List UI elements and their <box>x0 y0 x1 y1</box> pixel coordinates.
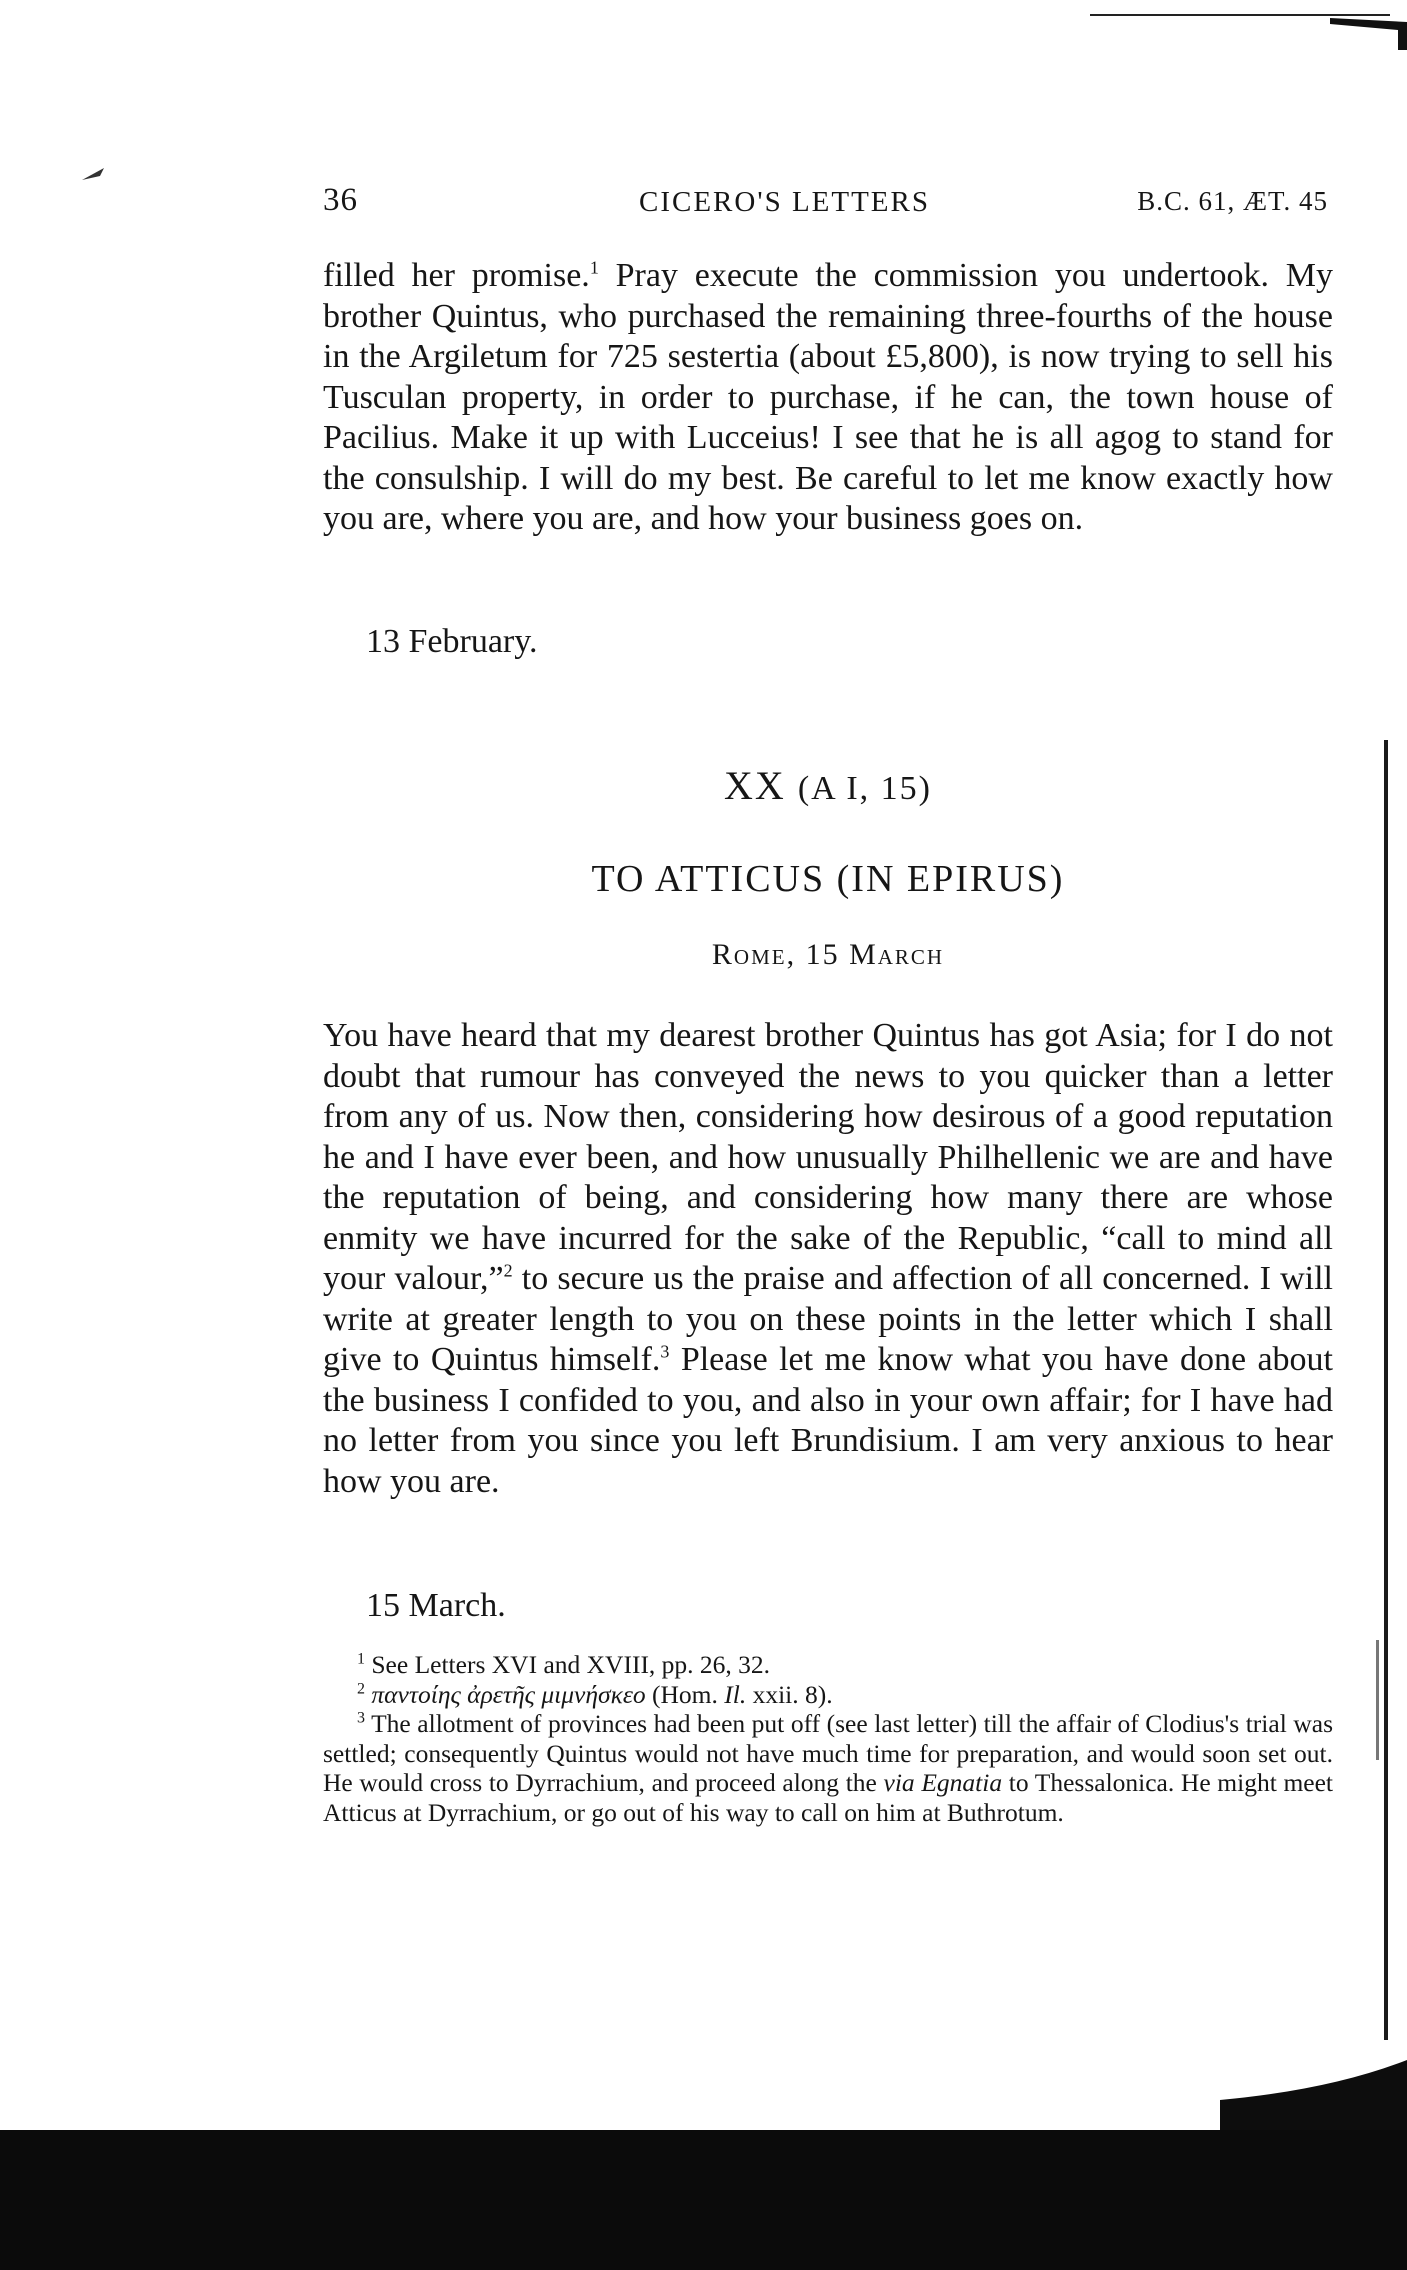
footnote-ref-3: 3 <box>660 1341 670 1362</box>
left-margin-mark <box>82 168 104 180</box>
footnote-text: The allotment of provinces had been put off (see last letter) till the affair of Clodius's trial was settled; consequently Quintus would not have much time for preparation, and would soon set out. He would cross to Dyrrachium, and proceed along the <box>323 1709 1333 1797</box>
page-number: 36 <box>323 182 358 218</box>
footnote-ref-1: 1 <box>589 257 599 278</box>
continuation-date: 13 February. <box>366 623 538 660</box>
footnote-3 <box>323 1709 1333 1827</box>
letter-body <box>323 1016 1333 1502</box>
continuation-text-a: filled her promise. <box>323 257 590 294</box>
letter-body-c: Please let me know what you have done about the business I confided to you, and also in your own affair; for I have had no letter from you since you left Brundisium. I am very anxious to hear how you are. <box>323 1341 1333 1500</box>
top-right-corner-mark <box>1330 18 1407 50</box>
footnote-text: to Thessalonica. He might meet Atticus at Dyrrachium, or go out of his way to call on him at Buthrotum. <box>323 1768 1334 1827</box>
footnote-italic: via Egnatia <box>883 1768 1003 1797</box>
footnote-number: 1 <box>357 1650 365 1668</box>
footnote-text: See Letters XVI and XVIII, pp. 26, 32. <box>371 1650 771 1679</box>
letter-body-a: You have heard that my dearest brother Quintus has got Asia; for I do not doubt that rumour has conveyed the news to you quicker than a letter from any of us. Now then, considering how desirous of a good reputation he and I have ever been, and how unusually Philhellenic we are and have the reputation of being, and considering how many there are whose enmity we have incurred for the sake of the Republic, “call to mind all your valour,” <box>323 1017 1333 1297</box>
footnote-ref-2: 2 <box>503 1260 513 1281</box>
bottom-right-shadow <box>1220 2060 1407 2135</box>
letter-number: XX <box>724 763 786 808</box>
footnote-text: (Hom. <box>645 1679 725 1709</box>
right-edge-speckle <box>1376 1640 1379 1760</box>
running-title: CICERO'S LETTERS <box>639 186 930 218</box>
letter-place-date: Rome, 15 March <box>711 938 945 971</box>
letter-body-b: to secure us the praise and affection of all concerned. I will write at greater length to you on these points in the letter which I shall give to Quintus himself. <box>323 1260 1333 1378</box>
running-header <box>323 182 1328 228</box>
continuation-text-b: Pray execute the commission you undertook. My brother Quintus, who purchased the remaining three-fourths of the house in the Argiletum for 725 sestertia (about £5,800), is now trying to sell his Tusculan property, in order to purchase, if he can, the town house of Pacilius. Make it up with Lucceius! I see that he is all agog to stand for the consulship. I will do my best. Be careful to let me know exactly how you are, where you are, and how your business goes on. <box>323 257 1334 537</box>
footnote-1 <box>323 1650 1333 1680</box>
date-reference: B.C. 61, ÆT. 45 <box>1137 186 1328 216</box>
top-edge-line <box>1090 14 1390 16</box>
continuation-paragraph <box>323 256 1333 540</box>
footnote-number: 3 <box>357 1709 365 1727</box>
footnotes <box>323 1650 1333 1827</box>
footnote-text: xxii. 8). <box>746 1679 833 1709</box>
footnote-italic: Il. <box>724 1679 747 1709</box>
letter-recipient: TO ATTICUS (IN EPIRUS) <box>591 858 1065 900</box>
letter-heading <box>323 762 1333 809</box>
footnote-number: 2 <box>357 1680 365 1697</box>
footnote-2 <box>323 1680 1333 1710</box>
letter-reference: (A I, 15) <box>797 770 932 807</box>
bottom-scan-border <box>0 2130 1407 2270</box>
right-edge-shadow <box>1384 740 1388 2040</box>
letter-date: 15 March. <box>366 1587 506 1624</box>
footnote-greek-quote: παντοίης ἀρετῆς μιμνήσκεο <box>371 1679 646 1709</box>
